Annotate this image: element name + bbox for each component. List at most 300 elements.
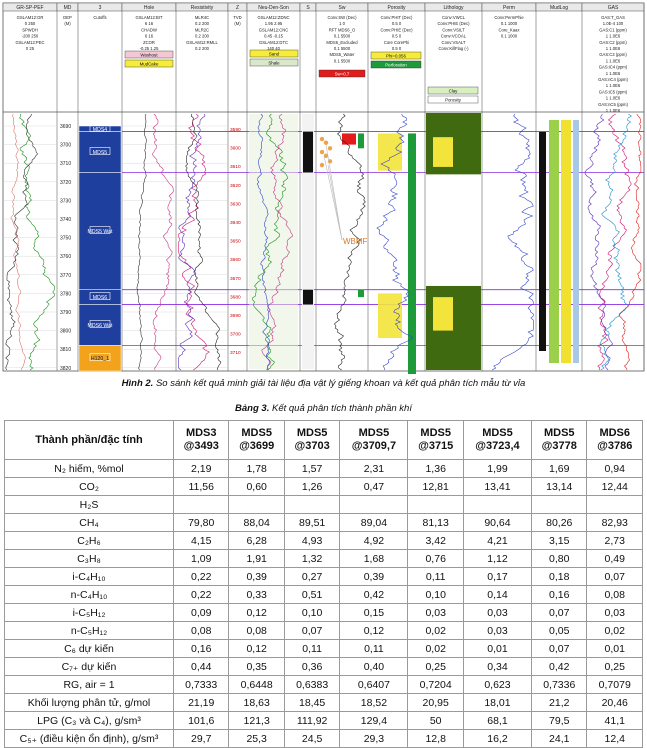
table-cell: 0,7079	[587, 676, 643, 694]
sample-dot	[328, 146, 332, 150]
table-cell: 0,17	[463, 568, 531, 586]
track-header-label: GSLAM12:RMLL	[186, 39, 218, 45]
track-header-label: 0.5 0	[391, 33, 402, 39]
legend-label: Washout	[140, 52, 158, 58]
table-cell: 41,1	[587, 712, 643, 730]
table-cell: 3,15	[532, 532, 587, 550]
table-cell: 111,92	[284, 712, 339, 730]
table-cell: 0,11	[408, 568, 463, 586]
table-cell: 0,01	[463, 640, 531, 658]
track-header-label: 0.2 200	[195, 46, 209, 51]
legend-label: Perforation	[385, 62, 407, 68]
table-cell: 0,08	[587, 586, 643, 604]
track-header-label: (M)	[64, 21, 71, 27]
depth-label: 3760	[60, 254, 72, 261]
legend-label: Shale	[268, 60, 280, 66]
column-depth: @3703	[294, 440, 330, 452]
track-title: Z	[235, 5, 240, 11]
track-header-label: GAS:iC5 (ppm)	[598, 89, 628, 95]
table-cell: 20,95	[408, 694, 463, 712]
table-cell: 16,2	[463, 730, 531, 748]
perforation-mark	[408, 293, 416, 374]
track-header-label: MDS6_Excluded	[326, 39, 358, 45]
track-title: MD	[63, 5, 72, 11]
table-cell: 1,32	[284, 550, 339, 568]
table-cell: 0,7333	[174, 676, 229, 694]
table-cell: 0,07	[587, 568, 643, 586]
table-row	[5, 712, 643, 730]
table-cell: 24,5	[284, 730, 339, 748]
depth-label: 3740	[60, 217, 72, 223]
table-row	[5, 568, 643, 586]
track-header-label: MLR4C	[194, 15, 210, 20]
track-title: Lithology	[443, 5, 464, 11]
tvd-label: 3650	[230, 239, 241, 245]
table-row	[5, 478, 643, 496]
sample-dot	[320, 137, 324, 141]
track-title: 3	[98, 5, 102, 11]
table-row	[5, 514, 643, 532]
table-cell: 24,1	[532, 730, 587, 748]
table-cell: 2,19	[174, 460, 229, 478]
table-row	[5, 622, 643, 640]
track-title: GAS	[607, 5, 619, 11]
track-header-label: 0.2 200	[195, 33, 209, 39]
track-header-label: CHADW	[141, 27, 157, 33]
table-cell: 50	[408, 712, 463, 730]
depth-label: 3730	[60, 198, 72, 205]
table-cell: 18,63	[229, 694, 284, 712]
table-cell: 0,34	[463, 658, 531, 676]
column-name: MDS5	[420, 427, 451, 439]
track-header-label: MDS5_Water	[329, 52, 355, 58]
track-header-label: 0.5 0	[391, 21, 402, 27]
track-header-label: 1.95 2.95	[264, 21, 283, 27]
table-cell: 3,42	[408, 532, 463, 550]
column-depth: @3723,4	[475, 440, 520, 452]
table-cell: 79,80	[174, 514, 229, 532]
legend-label: MudCake	[139, 61, 159, 67]
table-cell: 0,47	[340, 478, 408, 496]
track-header-label: Conv:PHIE (Dec)	[437, 21, 470, 27]
table-cell: 0,03	[587, 604, 643, 622]
column-name: MDS5	[241, 427, 272, 439]
table-cell: 18,52	[340, 694, 408, 712]
track-header-label: Conv:PHIT (Dec)	[380, 15, 413, 20]
track-header-label: 140 40	[267, 46, 280, 51]
table-cell: 20,46	[587, 694, 643, 712]
track-header-label: Conv:KillFlag (-)	[438, 46, 469, 51]
column-depth: @3715	[418, 440, 454, 452]
track-header-label: RFT MDS6_O	[328, 27, 356, 33]
tvd-label: 3670	[230, 276, 241, 282]
row-label: i-C₅H₁₂	[5, 604, 174, 622]
depth-label: 3800	[60, 328, 72, 335]
zone-label: MDS5	[92, 150, 108, 157]
mudlog-lithology	[573, 120, 579, 363]
perforation-mark	[408, 133, 416, 319]
track-title: Neu-Den-Son	[258, 5, 289, 11]
row-label: CH₄	[5, 514, 174, 532]
table-row	[5, 532, 643, 550]
flag-block	[303, 290, 313, 305]
zone-label: MDS5 Wat	[87, 229, 113, 236]
sand-body	[433, 137, 453, 167]
column-depth: @3709,7	[351, 440, 397, 452]
table-cell: 101,6	[174, 712, 229, 730]
track-title: Porosity	[387, 5, 406, 11]
table-cell: 0,60	[229, 478, 284, 496]
table-cell: 0,14	[463, 586, 531, 604]
table-cell	[340, 496, 408, 514]
table-cell: 18,01	[463, 694, 531, 712]
table-cell: 12,8	[408, 730, 463, 748]
mudlog-lithology	[561, 120, 571, 363]
table-cell: 0,07	[284, 622, 339, 640]
sw-block	[342, 133, 356, 144]
track-header-label: GAS:T_GAS	[601, 15, 625, 20]
table-cell: 4,21	[463, 532, 531, 550]
tvd-label: 3600	[230, 146, 241, 152]
track-header-label: 0.1 5500	[333, 46, 351, 51]
row-label: C₇₊ dự kiến	[5, 658, 174, 676]
table-cell: 0,42	[340, 586, 408, 604]
table-cell: 0,11	[284, 640, 339, 658]
track-header-label: Core CorePhi	[383, 39, 410, 45]
track-header-label: GSLAM12:ZDNC	[257, 15, 290, 20]
track-title: Perm	[503, 5, 515, 11]
legend-label: Clay	[448, 88, 458, 94]
column-name: MDS5	[543, 427, 575, 439]
table-cell: 1,91	[229, 550, 284, 568]
table-cell: 0,02	[587, 622, 643, 640]
table-cell: 0,94	[587, 460, 643, 478]
table-cell: 90,64	[463, 514, 531, 532]
track-header-label: ZCOR	[143, 39, 155, 45]
table-body	[5, 460, 643, 748]
table-cell: 1,12	[463, 550, 531, 568]
table-cell: 89,51	[284, 514, 339, 532]
column-depth: @3493	[183, 440, 219, 452]
table-cell: 0,22	[174, 586, 229, 604]
track-title: Resistivity	[190, 5, 214, 11]
row-label: N₂ hiếm, %mol	[5, 460, 174, 478]
legend-label: Sand	[268, 51, 280, 57]
track-title: MudLog	[549, 5, 569, 11]
table-cell: 4,15	[174, 532, 229, 550]
track-header-label: 1.0E-4 100	[602, 21, 624, 27]
track-header-label: 0 250	[24, 21, 36, 27]
track-header-label: Cutoffs	[93, 15, 107, 20]
track-header-label: 1 1.0E6	[605, 95, 621, 101]
sw-green-block	[358, 133, 364, 148]
depth-label: 3690	[60, 124, 72, 130]
track-header-label: 1 1.0E6	[605, 108, 621, 113]
table-cell: 0,15	[340, 604, 408, 622]
track-header-label: GSLAM12:GR	[16, 15, 44, 20]
column-name: MDS5	[296, 427, 328, 439]
figure-caption-text: So sánh kết quả minh giải tài liệu địa vật lý giếng khoan và kết quả phân tích mẫu từ vỉa	[155, 378, 526, 389]
track-title: S	[306, 5, 310, 11]
table-cell: 0,03	[408, 604, 463, 622]
tvd-label: 3630	[230, 202, 241, 208]
row-label: C₅₊ (điều kiện ổn định), g/sm³	[5, 730, 174, 748]
table-cell	[463, 496, 531, 514]
table-cell: 0,49	[587, 550, 643, 568]
table-cell: 0,12	[229, 604, 284, 622]
track-header-label: GAS:iC4 (ppm)	[598, 64, 628, 70]
header-column	[532, 421, 587, 460]
track-header-label: 0.1 5500	[333, 33, 351, 39]
mudlog-bar	[539, 132, 546, 351]
table-cell: 0,6383	[284, 676, 339, 694]
table-row	[5, 460, 643, 478]
table-cell	[587, 496, 643, 514]
table-header-row	[5, 421, 643, 460]
header-column	[340, 421, 408, 460]
table-cell: 0,42	[532, 658, 587, 676]
header-column	[229, 421, 284, 460]
table-cell: 88,04	[229, 514, 284, 532]
table-cell: 0,33	[229, 586, 284, 604]
table-row	[5, 658, 643, 676]
depth-label: 3770	[60, 272, 72, 279]
track-header-label: GSLAM12:PEC	[15, 39, 45, 45]
table-caption-label: Bảng 3.	[235, 403, 270, 414]
tvd-label: 3680	[230, 295, 241, 301]
table-cell: 6,28	[229, 532, 284, 550]
zone-label: H120_1	[90, 356, 110, 363]
table-cell: 1,09	[174, 550, 229, 568]
column-depth: @3786	[597, 440, 633, 452]
column-name: MDS6	[599, 427, 631, 439]
table-cell: 0,08	[174, 622, 229, 640]
table-row	[5, 676, 643, 694]
figure-caption	[0, 378, 647, 389]
mudlog-lithology	[549, 120, 559, 363]
depth-label: 3710	[60, 161, 72, 168]
track-header-label: 6 16	[144, 21, 154, 27]
track-header-label: -200 250	[21, 33, 39, 39]
sw-green-block	[358, 290, 364, 297]
track-header-label: Conv:PHIE (Dec)	[380, 27, 413, 33]
track-header-label: TVD	[233, 15, 242, 20]
row-label: i-C₄H₁₀	[5, 568, 174, 586]
table-cell: 0,02	[408, 640, 463, 658]
row-label: n-C₅H₁₂	[5, 622, 174, 640]
track-header-label: 1 1.0E6	[605, 83, 621, 89]
table-cell: 121,3	[229, 712, 284, 730]
track-title: Hole	[143, 5, 155, 11]
table-cell: 0,10	[284, 604, 339, 622]
table-cell: 0,6407	[340, 676, 408, 694]
table-cell: 0,05	[532, 622, 587, 640]
column-depth: @3778	[541, 440, 577, 452]
table-cell: 0,44	[174, 658, 229, 676]
table-cell: 12,44	[587, 478, 643, 496]
depth-label: 3820	[60, 365, 72, 372]
table-cell: 81,13	[408, 514, 463, 532]
track-header-label: SPWDH	[22, 27, 38, 33]
track-header-label: GSLAM12:CNC	[258, 27, 289, 33]
table-cell: 25,3	[229, 730, 284, 748]
header-column	[408, 421, 463, 460]
header-column	[174, 421, 229, 460]
table-cell: 2,73	[587, 532, 643, 550]
track-header-label: 1 1.0E6	[605, 46, 621, 51]
table-cell: 0,7204	[408, 676, 463, 694]
table-cell: 0,36	[284, 658, 339, 676]
table-cell: 79,5	[532, 712, 587, 730]
table-row	[5, 604, 643, 622]
lithology-gap	[426, 174, 481, 286]
table-cell: 0,35	[229, 658, 284, 676]
track-header-label: GAS:nC5 (ppm)	[598, 101, 628, 107]
table-cell: 1,69	[532, 460, 587, 478]
column-name: MDS5	[358, 427, 390, 439]
tvd-label: 3700	[230, 332, 241, 338]
table-cell: 0,80	[532, 550, 587, 568]
table-cell: 21,2	[532, 694, 587, 712]
table-cell: 0,27	[284, 568, 339, 586]
table-cell: 0,03	[463, 604, 531, 622]
table-cell	[408, 496, 463, 514]
depth-label: 3720	[60, 179, 72, 186]
table-cell: 68,1	[463, 712, 531, 730]
row-label: n-C₄H₁₀	[5, 586, 174, 604]
tvd-label: 3640	[230, 221, 241, 226]
track-header-label: GAS:C3 (ppm)	[599, 52, 627, 58]
table-cell: 0,09	[174, 604, 229, 622]
table-cell: 4,93	[284, 532, 339, 550]
table-cell: 0,03	[463, 622, 531, 640]
track-header-label: 0.1 5500	[333, 58, 351, 64]
table-cell: 0,7336	[532, 676, 587, 694]
sample-dot	[320, 163, 324, 167]
table-cell: 0,11	[340, 640, 408, 658]
depth-label: 3700	[60, 142, 72, 149]
column-name: MDS5	[482, 427, 513, 439]
header-column	[587, 421, 643, 460]
table-row	[5, 550, 643, 568]
header-column	[463, 421, 531, 460]
table-cell: 0,39	[229, 568, 284, 586]
table-cell: 0,01	[587, 640, 643, 658]
header-property: Thành phần/đặc tính	[5, 421, 174, 460]
track-header-label: Conv:VSILT	[442, 27, 465, 33]
track-header-label: (M)	[234, 21, 241, 27]
table-cell: 29,7	[174, 730, 229, 748]
table-cell: 129,4	[340, 712, 408, 730]
table-cell	[284, 496, 339, 514]
track-header-label: MLR2C	[194, 27, 210, 33]
table-row	[5, 730, 643, 748]
table-caption	[0, 403, 647, 414]
table-cell: 12,81	[408, 478, 463, 496]
table-cell: 0,12	[229, 640, 284, 658]
depth-label: 3810	[60, 347, 72, 354]
table-cell: 0,08	[229, 622, 284, 640]
track-header-label: GSLAM12:BIT	[135, 15, 163, 20]
sample-dot	[324, 141, 328, 145]
table-cell: 0,10	[408, 586, 463, 604]
row-label: CO₂	[5, 478, 174, 496]
table-cell: 1,68	[340, 550, 408, 568]
table-cell: 1,26	[284, 478, 339, 496]
table-cell: 13,41	[463, 478, 531, 496]
table-cell: 1,36	[408, 460, 463, 478]
tvd-label: 3690	[230, 314, 241, 319]
track-header-label: GAS:nC4 (ppm)	[598, 77, 628, 82]
table-cell: 1,57	[284, 460, 339, 478]
table-cell: 0,07	[532, 640, 587, 658]
track-header-label: 1 1.0E6	[605, 70, 621, 76]
table-cell: 0,16	[174, 640, 229, 658]
table-row	[5, 694, 643, 712]
table-cell: 12,4	[587, 730, 643, 748]
table-cell: 1,78	[229, 460, 284, 478]
track-header-label: Conv:VCOAL	[440, 33, 467, 39]
flag-block	[303, 132, 313, 173]
table-cell: 0,76	[408, 550, 463, 568]
tvd-label: 3610	[230, 165, 241, 171]
table-cell: 0,07	[532, 604, 587, 622]
table-cell: 11,56	[174, 478, 229, 496]
track-header-label: Conv:SW (Dec)	[327, 15, 357, 20]
track-header-label: 0.45 -0.15	[264, 33, 283, 39]
table-cell: 0,40	[340, 658, 408, 676]
zone-label: MDS6	[92, 295, 108, 302]
tvd-label: 3590	[230, 128, 241, 133]
row-label: Khối lượng phân tử, g/mol	[5, 694, 174, 712]
table-cell: 0,25	[408, 658, 463, 676]
row-label: C₆ dự kiến	[5, 640, 174, 658]
track-header-label: Conv:PermPhie	[494, 15, 524, 20]
table-cell: 82,93	[587, 514, 643, 532]
table-row	[5, 640, 643, 658]
table-cell: 0,16	[532, 586, 587, 604]
table-cell: 4,92	[340, 532, 408, 550]
table-cell: 13,14	[532, 478, 587, 496]
row-label: LPG (C₃ và C₄), g/sm³	[5, 712, 174, 730]
track-header-label: Conv:VSALT	[441, 39, 466, 45]
row-label: H₂S	[5, 496, 174, 514]
table-cell: 0,623	[463, 676, 531, 694]
tvd-label: 3660	[230, 258, 241, 264]
depth-label: 3750	[60, 235, 72, 242]
track-header-label: 6 16	[144, 33, 154, 39]
track-header-label: 0 25	[25, 46, 35, 51]
table-cell: 0,18	[532, 568, 587, 586]
tvd-label: 3710	[230, 351, 241, 357]
column-name: MDS3	[185, 427, 217, 439]
depth-label: 3780	[60, 291, 72, 298]
table-cell: 18,45	[284, 694, 339, 712]
track-header-label: GAS:C2 (ppm)	[599, 39, 627, 45]
legend-label: Sw=0.7	[334, 71, 350, 77]
table-cell: 29,3	[340, 730, 408, 748]
track-header-label: 1 1.0E6	[605, 58, 621, 64]
track-header-label: GSLAM12:DTC	[258, 39, 289, 45]
track-header-label: Core_Kaax	[498, 27, 520, 33]
figure-caption-label: Hình 2.	[121, 378, 154, 389]
table-cell	[174, 496, 229, 514]
zone-label: MDS4	[92, 126, 108, 133]
legend-label: Phi=0.056	[386, 53, 406, 59]
table-cell: 0,22	[174, 568, 229, 586]
row-label: C₃H₈	[5, 550, 174, 568]
depth-label: 3790	[60, 310, 72, 316]
